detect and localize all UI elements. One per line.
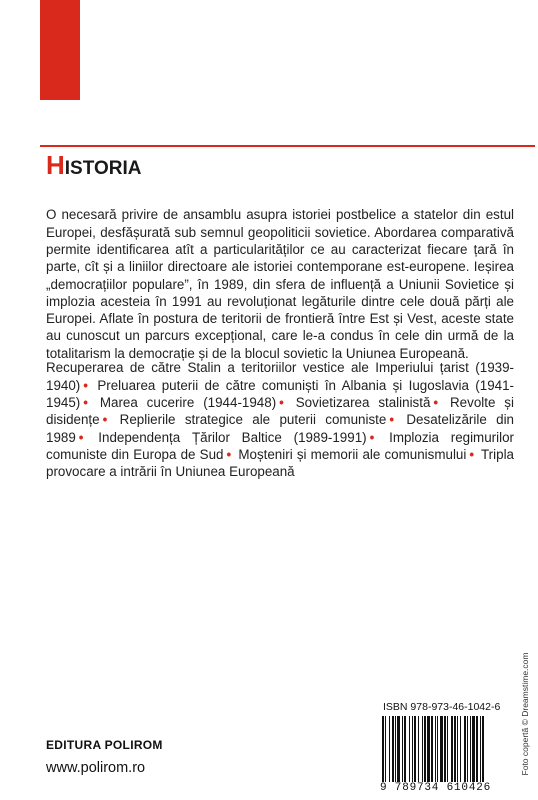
topic-item: Replierile strategice ale puterii comuniste — [119, 412, 387, 428]
brand-tab — [40, 0, 109, 100]
bullet-icon: • — [469, 446, 475, 462]
barcode-bar — [427, 716, 430, 782]
topic-item: Desatelizările din 1989 — [46, 412, 514, 445]
barcode-bar — [389, 716, 390, 782]
barcode-bar — [460, 716, 461, 782]
barcode-bar — [480, 716, 481, 782]
series-title — [46, 150, 142, 181]
bullet-icon: • — [78, 429, 84, 445]
barcode — [380, 716, 512, 792]
barcode-bar — [470, 716, 471, 782]
barcode-bar — [414, 716, 416, 782]
barcode-bar — [451, 716, 453, 782]
barcode-bar — [385, 716, 386, 782]
barcode-bar — [457, 716, 458, 782]
barcode-bar — [422, 716, 423, 782]
topic-item: Moșteniri și memorii ale comunismului — [238, 446, 467, 462]
brand-label: POLIROM — [91, 13, 109, 87]
book-description: O necesară privire de ansamblu asupra istoriei postbelice a statelor din estul Europei, desfășurată sub semnul geopoliticii sovietice. Abordarea comparativă permite identificarea atît a particularităților ce au caracterizat fiecare țară în parte, cît și a liniilor directoare ale istoriei contemporane est-europene. Ieșirea „democrațiilor populare”, în 1989, din sfera de influență a Uniunii Sovietice și implozia acesteia în 1991 au revoluționat legăturile dintre cele două părți ale Europei. Aflate în postura de teritorii de frontieră între Est și Vest, aceste state au cunoscut un parcurs excepțional, care le-a condus în cele din urmă de la totalitarism la democrație și de la blocul sovietic la Uniunea Europeană. — [46, 207, 514, 361]
barcode-bar — [435, 716, 436, 782]
barcode-bar — [454, 716, 456, 782]
series-title-rest: ISTORIA — [64, 158, 142, 179]
bullet-icon: • — [369, 429, 375, 445]
topic-item: Revolte și disidențe — [46, 394, 514, 428]
photo-credit: Foto copertă © Dreamstime.com — [520, 652, 530, 776]
topic-item: Preluarea puterii de către comuniști în Albania și Iugoslavia (1941-1945) — [46, 377, 514, 410]
topics-list — [46, 359, 514, 480]
barcode-bar — [440, 716, 443, 782]
bullet-icon: • — [279, 394, 284, 410]
barcode-bar — [395, 716, 396, 782]
topic-item: Marea cucerire (1944-1948) — [99, 394, 277, 410]
barcode-bar — [467, 716, 468, 782]
topic-item: Tripla provocare a intrării în Uniunea Europeană — [46, 446, 514, 480]
barcode-bar — [472, 716, 475, 782]
barcode-bar — [382, 716, 384, 782]
bullet-icon: • — [83, 377, 88, 393]
barcode-bar — [392, 716, 394, 782]
bullet-icon: • — [389, 412, 395, 428]
barcode-bar — [412, 716, 413, 782]
barcode-bar — [409, 716, 410, 782]
bullet-icon: • — [226, 446, 232, 462]
barcode-bar — [444, 716, 446, 782]
barcode-graphic — [380, 716, 512, 792]
topic-item: Sovietizarea stalinistă — [295, 394, 431, 410]
topic-item: Implozia regimurilor comuniste din Europa de Sud — [46, 429, 514, 462]
barcode-bar — [431, 716, 433, 782]
publisher-website: www.polirom.ro — [46, 760, 146, 776]
series-title-initial: H — [46, 150, 65, 180]
bullet-icon: • — [83, 394, 88, 410]
topic-item: Recuperarea de către Stalin a teritoriilor vestice ale Imperiului țarist (1939-1940) — [46, 360, 514, 393]
barcode-bar — [402, 716, 403, 782]
barcode-bar — [404, 716, 406, 782]
topic-item: Independența Țărilor Baltice (1989-1991) — [98, 429, 367, 445]
isbn-label: ISBN 978-973-46-1042-6 — [383, 701, 501, 713]
barcode-bar — [464, 716, 466, 782]
barcode-bar — [476, 716, 478, 782]
publisher-name: EDITURA POLIROM — [46, 738, 163, 752]
barcode-bar — [397, 716, 400, 782]
barcode-number: 9 789734 610426 — [380, 782, 512, 794]
barcode-bar — [482, 716, 484, 782]
bullet-icon: • — [433, 394, 439, 410]
barcode-bar — [437, 716, 438, 782]
barcode-bar — [424, 716, 426, 782]
barcode-bar — [418, 716, 419, 782]
bullet-icon: • — [102, 412, 108, 428]
barcode-bar — [447, 716, 448, 782]
title-divider — [40, 145, 535, 147]
